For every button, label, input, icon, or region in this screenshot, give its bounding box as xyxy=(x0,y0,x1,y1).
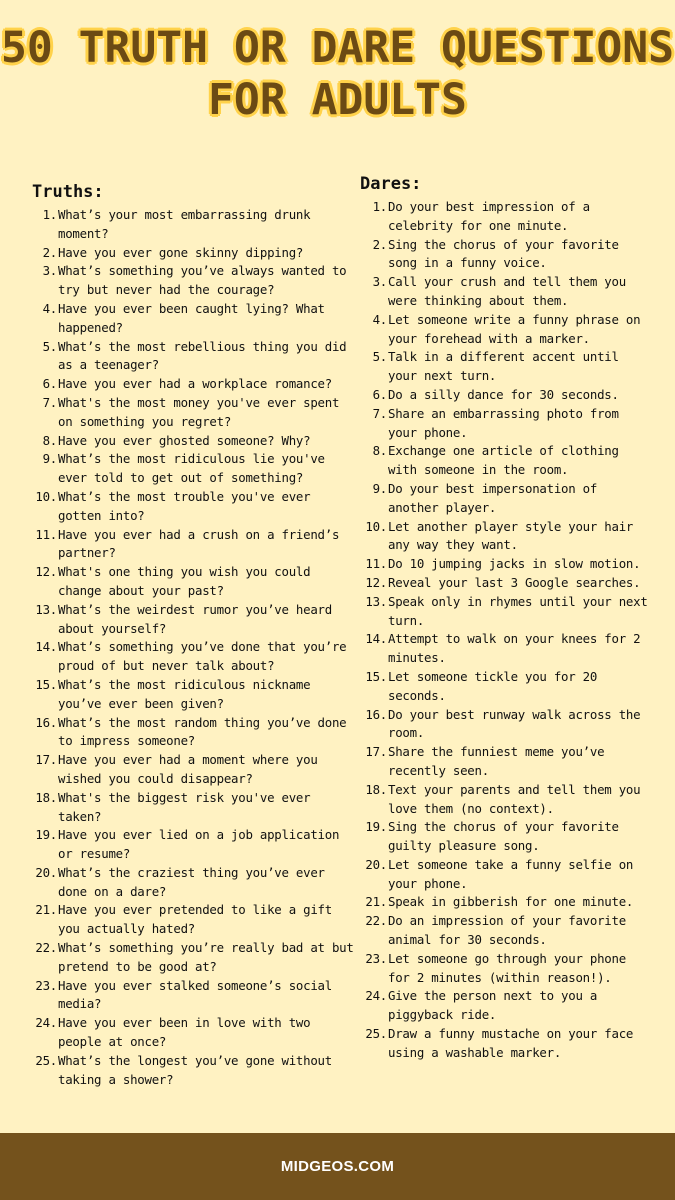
dare-item xyxy=(360,1025,650,1063)
dare-item-number: 1. xyxy=(372,199,387,214)
truth-item-number: 6. xyxy=(42,376,57,392)
dare-item-number: 20. xyxy=(365,856,387,872)
truth-item-number: 5. xyxy=(42,338,57,354)
page-title xyxy=(0,22,675,126)
dare-item-number: 6. xyxy=(372,386,387,402)
dare-item xyxy=(360,856,650,894)
truth-item-number: 4. xyxy=(42,300,57,316)
dare-item xyxy=(360,987,650,1025)
truth-item-text: What’s something you’ve always wanted to try but never had the courage? xyxy=(58,263,347,298)
truth-item xyxy=(32,1014,354,1052)
truth-item-text: What’s your most embarrassing drunk moment? xyxy=(58,207,311,241)
dare-item-number: 14. xyxy=(365,631,387,647)
dare-item-text: Share an embarrassing photo from your phone. xyxy=(388,405,619,440)
footer-bar xyxy=(0,1133,675,1200)
truth-item-number: 15. xyxy=(35,676,57,692)
truth-item-number: 24. xyxy=(35,1015,57,1031)
dare-item-number: 16. xyxy=(365,706,387,722)
dare-item-text: Talk in a different accent until your next turn. xyxy=(388,349,619,384)
truth-item-number: 17. xyxy=(35,752,57,768)
dare-item-number: 7. xyxy=(372,405,387,421)
truth-item-number: 14. xyxy=(35,639,57,655)
truth-item xyxy=(32,244,354,263)
dare-item-text: Draw a funny mustache on your face using a washable marker. xyxy=(388,1026,634,1060)
truth-item xyxy=(32,526,354,564)
dare-item-text: Exchange one article of clothing with someone in the room. xyxy=(388,443,619,478)
dare-item-number: 2. xyxy=(372,236,387,252)
truth-item xyxy=(32,939,354,977)
dare-item-number: 23. xyxy=(365,950,387,966)
truth-item-number: 13. xyxy=(35,601,57,617)
dare-item xyxy=(360,912,650,950)
dare-item xyxy=(360,311,650,349)
dare-item-text: Speak only in rhymes until your next turn. xyxy=(388,593,648,628)
dare-item-number: 4. xyxy=(372,311,387,327)
truth-item-text: What's the biggest risk you've ever taken? xyxy=(58,789,311,824)
dare-item-number: 22. xyxy=(365,913,387,929)
truth-item xyxy=(32,977,354,1015)
truth-item xyxy=(32,714,354,752)
truth-item xyxy=(32,338,354,376)
truth-item xyxy=(32,601,354,639)
truth-item-number: 3. xyxy=(42,263,57,279)
truth-item-text: Have you ever gone skinny dipping? xyxy=(58,244,304,260)
footer-site-link[interactable]: MIDGEOS.COM xyxy=(280,1158,395,1175)
dare-item xyxy=(360,593,650,631)
truth-item xyxy=(32,300,354,338)
dare-item-number: 21. xyxy=(365,894,387,910)
dare-item xyxy=(360,706,650,744)
dare-item-number: 9. xyxy=(372,480,387,496)
dare-item xyxy=(360,518,650,556)
dare-item-number: 5. xyxy=(372,349,387,365)
dare-item-number: 10. xyxy=(365,518,387,534)
dare-item-number: 12. xyxy=(365,574,387,590)
dare-item xyxy=(360,555,650,574)
truth-item xyxy=(32,488,354,526)
dare-item xyxy=(360,273,650,311)
dare-item-number: 17. xyxy=(365,744,387,760)
dare-item-number: 19. xyxy=(365,819,387,835)
dare-item-text: Let someone take a funny selfie on your phone. xyxy=(388,856,634,891)
dare-item-number: 25. xyxy=(365,1026,387,1042)
truth-item-text: What’s the most ridiculous nickname you’ve ever been given? xyxy=(58,676,311,711)
truth-item xyxy=(32,676,354,714)
dare-item xyxy=(360,405,650,443)
dare-item-text: Give the person next to you a piggyback ride. xyxy=(388,988,598,1023)
truth-item-number: 19. xyxy=(35,827,57,843)
truth-item-number: 10. xyxy=(35,488,57,504)
dare-item-text: Share the funniest meme you’ve recently seen. xyxy=(388,744,605,778)
truth-item-text: Have you ever had a crush on a friend’s partner? xyxy=(58,526,340,561)
truth-item xyxy=(32,1052,354,1090)
truth-item-number: 22. xyxy=(35,940,57,956)
dare-item xyxy=(360,198,650,236)
truth-item-text: Have you ever been caught lying? What happened? xyxy=(58,300,325,335)
dare-item-number: 8. xyxy=(372,443,387,459)
dare-item xyxy=(360,480,650,518)
truth-item xyxy=(32,450,354,488)
dare-item-text: Do your best runway walk across the room. xyxy=(388,706,641,741)
title-line-1: 50 TRUTH OR DARE QUESTIONS xyxy=(0,23,675,73)
dare-item-text: Let someone go through your phone for 2 minutes (within reason!). xyxy=(388,950,626,985)
dare-item xyxy=(360,574,650,593)
dare-item-text: Reveal your last 3 Google searches. xyxy=(388,574,641,590)
truth-item-text: What’s the most ridiculous lie you've ever told to get out of something? xyxy=(58,451,325,486)
truth-item xyxy=(32,901,354,939)
dare-item-text: Let someone write a funny phrase on your forehead with a marker. xyxy=(388,311,641,346)
truth-item-text: What’s something you’re really bad at but pretend to be good at? xyxy=(58,940,354,974)
dare-item-number: 15. xyxy=(365,668,387,684)
dare-item-text: Sing the chorus of your favorite song in a funny voice. xyxy=(388,236,619,271)
truth-item-number: 2. xyxy=(42,244,57,260)
truth-item xyxy=(32,751,354,789)
truth-item-text: What’s the most random thing you’ve done to impress someone? xyxy=(58,714,347,749)
dare-item-text: Do your best impersonation of another player. xyxy=(388,480,598,515)
truth-item xyxy=(32,206,354,244)
truth-item-text: Have you ever been in love with two people at once? xyxy=(58,1015,311,1050)
truth-item-text: Have you ever had a workplace romance? xyxy=(58,376,332,392)
dare-item-number: 18. xyxy=(365,781,387,797)
dare-item-number: 24. xyxy=(365,988,387,1004)
truth-item-text: What’s the most rebellious thing you did as a teenager? xyxy=(58,338,347,373)
dare-item-number: 11. xyxy=(365,556,387,572)
dare-item xyxy=(360,781,650,819)
dare-item xyxy=(360,442,650,480)
dare-item-text: Call your crush and tell them you were thinking about them. xyxy=(388,274,626,308)
truths-column xyxy=(32,180,354,1089)
dares-heading: Dares: xyxy=(360,174,422,194)
dare-item-text: Do a silly dance for 30 seconds. xyxy=(388,386,619,402)
dare-item xyxy=(360,348,650,386)
truths-heading: Truths: xyxy=(32,182,104,202)
truth-item-text: Have you ever pretended to like a gift you actually hated? xyxy=(58,902,332,937)
truth-item-text: What's the most money you've ever spent on something you regret? xyxy=(58,394,340,429)
truth-item xyxy=(32,432,354,451)
truth-item-number: 1. xyxy=(42,207,57,222)
dare-item xyxy=(360,236,650,274)
dare-item xyxy=(360,893,650,912)
truth-item xyxy=(32,375,354,394)
truth-item-text: Have you ever ghosted someone? Why? xyxy=(58,432,311,448)
truth-item-text: Have you ever had a moment where you wished you could disappear? xyxy=(58,752,318,786)
truth-item-text: What’s the craziest thing you’ve ever done on a dare? xyxy=(58,864,325,899)
truth-item-number: 9. xyxy=(42,451,57,467)
truth-item-number: 12. xyxy=(35,564,57,580)
dare-item xyxy=(360,743,650,781)
dare-item xyxy=(360,818,650,856)
truth-item xyxy=(32,789,354,827)
dare-item-text: Attempt to walk on your knees for 2 minutes. xyxy=(388,631,641,666)
dare-item-text: Let someone tickle you for 20 seconds. xyxy=(388,668,598,703)
dare-item-number: 3. xyxy=(372,274,387,290)
truth-item-number: 7. xyxy=(42,394,57,410)
truth-item-text: What’s the longest you’ve gone without taking a shower? xyxy=(58,1052,332,1087)
dares-column xyxy=(360,172,650,1063)
truth-item xyxy=(32,262,354,300)
dare-item-text: Do 10 jumping jacks in slow motion. xyxy=(388,556,641,572)
truth-item xyxy=(32,563,354,601)
dare-item xyxy=(360,668,650,706)
truth-item-number: 18. xyxy=(35,789,57,805)
truth-item xyxy=(32,394,354,432)
dare-item xyxy=(360,950,650,988)
dare-item-text: Do your best impression of a celebrity for one minute. xyxy=(388,199,590,233)
truth-item-text: What’s the weirdest rumor you’ve heard about yourself? xyxy=(58,601,332,636)
truth-item-number: 16. xyxy=(35,714,57,730)
dare-item-text: Text your parents and tell them you love them (no context). xyxy=(388,781,641,816)
truths-list xyxy=(32,206,354,1089)
dare-item xyxy=(360,630,650,668)
truth-item-number: 11. xyxy=(35,526,57,542)
truth-item xyxy=(32,638,354,676)
truth-item-number: 23. xyxy=(35,977,57,993)
dare-item-text: Sing the chorus of your favorite guilty pleasure song. xyxy=(388,819,619,854)
truth-item-text: What’s something you’ve done that you’re proud of but never talk about? xyxy=(58,639,347,674)
dare-item-text: Let another player style your hair any way they want. xyxy=(388,518,634,553)
truth-item-text: Have you ever lied on a job application or resume? xyxy=(58,827,340,862)
dare-item xyxy=(360,386,650,405)
truth-item-text: Have you ever stalked someone’s social media? xyxy=(58,977,332,1012)
truth-item-text: What's one thing you wish you could change about your past? xyxy=(58,564,311,598)
truth-item-number: 20. xyxy=(35,864,57,880)
dare-item-number: 13. xyxy=(365,593,387,609)
truth-item-number: 21. xyxy=(35,902,57,918)
dare-item-text: Speak in gibberish for one minute. xyxy=(388,894,634,910)
dares-list xyxy=(360,198,650,1063)
truth-item-text: What’s the most trouble you've ever gotten into? xyxy=(58,488,311,523)
dare-item-text: Do an impression of your favorite animal for 30 seconds. xyxy=(388,913,626,948)
truth-item xyxy=(32,864,354,902)
truth-item xyxy=(32,826,354,864)
truth-item-number: 25. xyxy=(35,1052,57,1068)
title-line-2: FOR ADULTS xyxy=(208,75,467,125)
truth-item-number: 8. xyxy=(42,432,57,448)
